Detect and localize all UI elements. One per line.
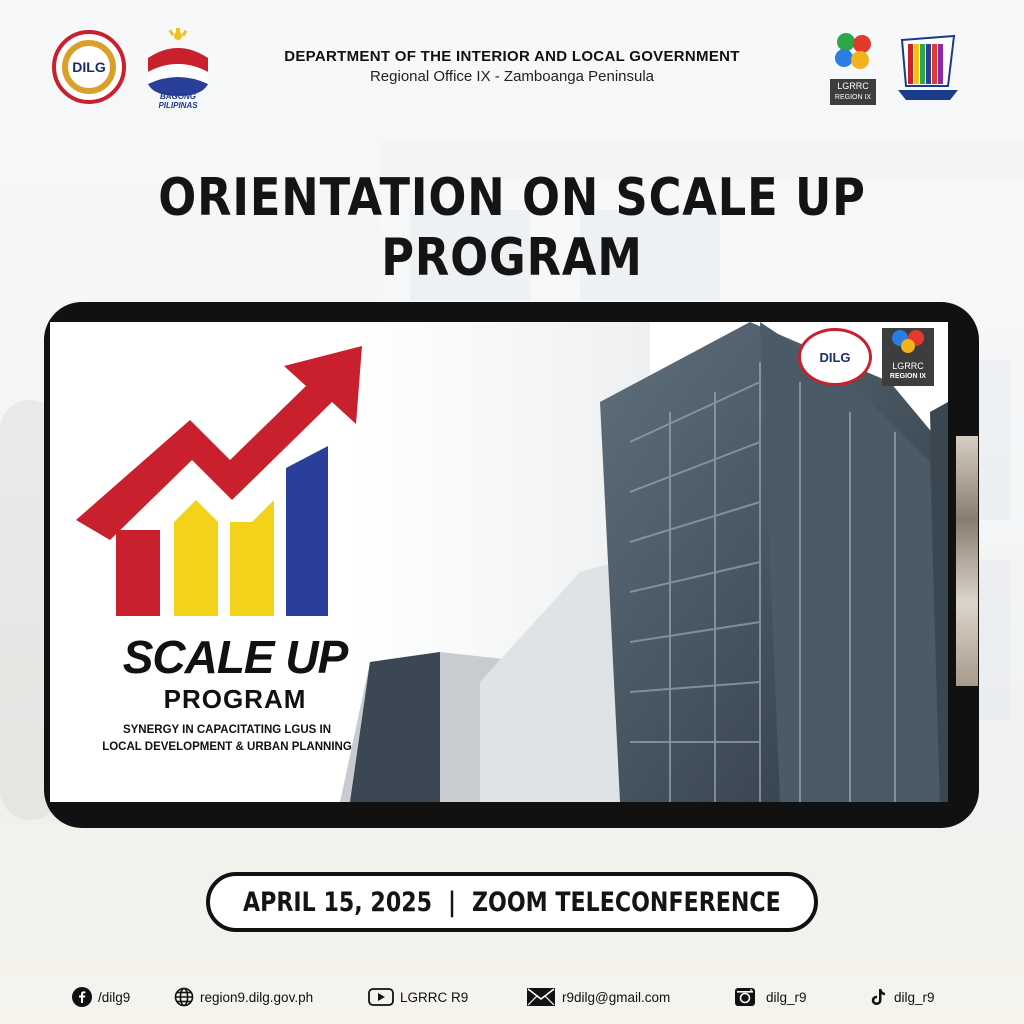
email-icon [526,987,556,1007]
main-title: ORIENTATION ON SCALE UP PROGRAM [158,168,866,288]
footer-contacts [0,984,1024,1014]
event-details-pill [206,872,818,932]
email-address: r9dilg@gmail.com [562,989,671,1005]
screen-logos [798,328,938,388]
program-tagline [62,722,392,756]
department-title: DEPARTMENT OF THE INTERIOR AND LOCAL GOVERNMENT [284,48,740,65]
tablet-side-image [956,436,978,686]
lgrrc-logo [830,30,876,102]
program-subtitle: PROGRAM [163,684,307,714]
youtube-link[interactable] [368,984,468,1010]
website-link[interactable] [174,984,313,1010]
facebook-icon [72,987,92,1007]
facebook-handle: /dilg9 [98,989,131,1005]
instagram-link[interactable] [734,984,807,1010]
tiktok-icon [868,987,888,1007]
tiktok-link[interactable] [868,984,935,1010]
lgrrc-small-region: REGION IX [889,373,927,380]
youtube-channel: LGRRC R9 [400,989,469,1005]
event-date: APRIL 15, 2025 [243,886,433,918]
tagline-line-2: LOCAL DEVELOPMENT & URBAN PLANNING [102,741,352,753]
zamboanga-peninsula-logo [888,30,968,104]
lgrrc-small-label: LGRRC [892,361,924,371]
youtube-icon [368,987,394,1007]
globe-icon [174,987,194,1007]
email-link[interactable] [526,984,670,1010]
facebook-link[interactable] [72,984,130,1010]
lgrrc-label: LGRRC [837,81,869,91]
instagram-handle: dilg_r9 [766,989,807,1005]
event-details [243,887,781,918]
header [0,22,1024,112]
tagline-line-1: SYNERGY IN CAPACITATING LGUS IN [122,724,332,736]
event-separator: | [448,886,457,918]
bagong-pilipinas-text: BAGONG PILIPINAS [158,92,198,110]
instagram-icon [734,987,756,1007]
regional-office-subtitle: Regional Office IX - Zamboanga Peninsula [369,68,655,85]
scale-up-logo-panel [50,322,380,802]
building-photo [330,322,948,802]
tablet-screen [50,322,948,802]
dilg-seal-logo: DILG [52,30,126,104]
scale-up-title: SCALE UP [122,631,348,683]
lgrrc-logo-small [882,328,934,386]
growth-chart-logo [70,340,390,620]
lgrrc-region-label: REGION IX [834,94,872,101]
dilg-seal-small: DILG [798,328,872,386]
event-venue: ZOOM TELECONFERENCE [472,886,781,918]
website-url: region9.dilg.gov.ph [200,989,314,1005]
tiktok-handle: dilg_r9 [894,989,935,1005]
